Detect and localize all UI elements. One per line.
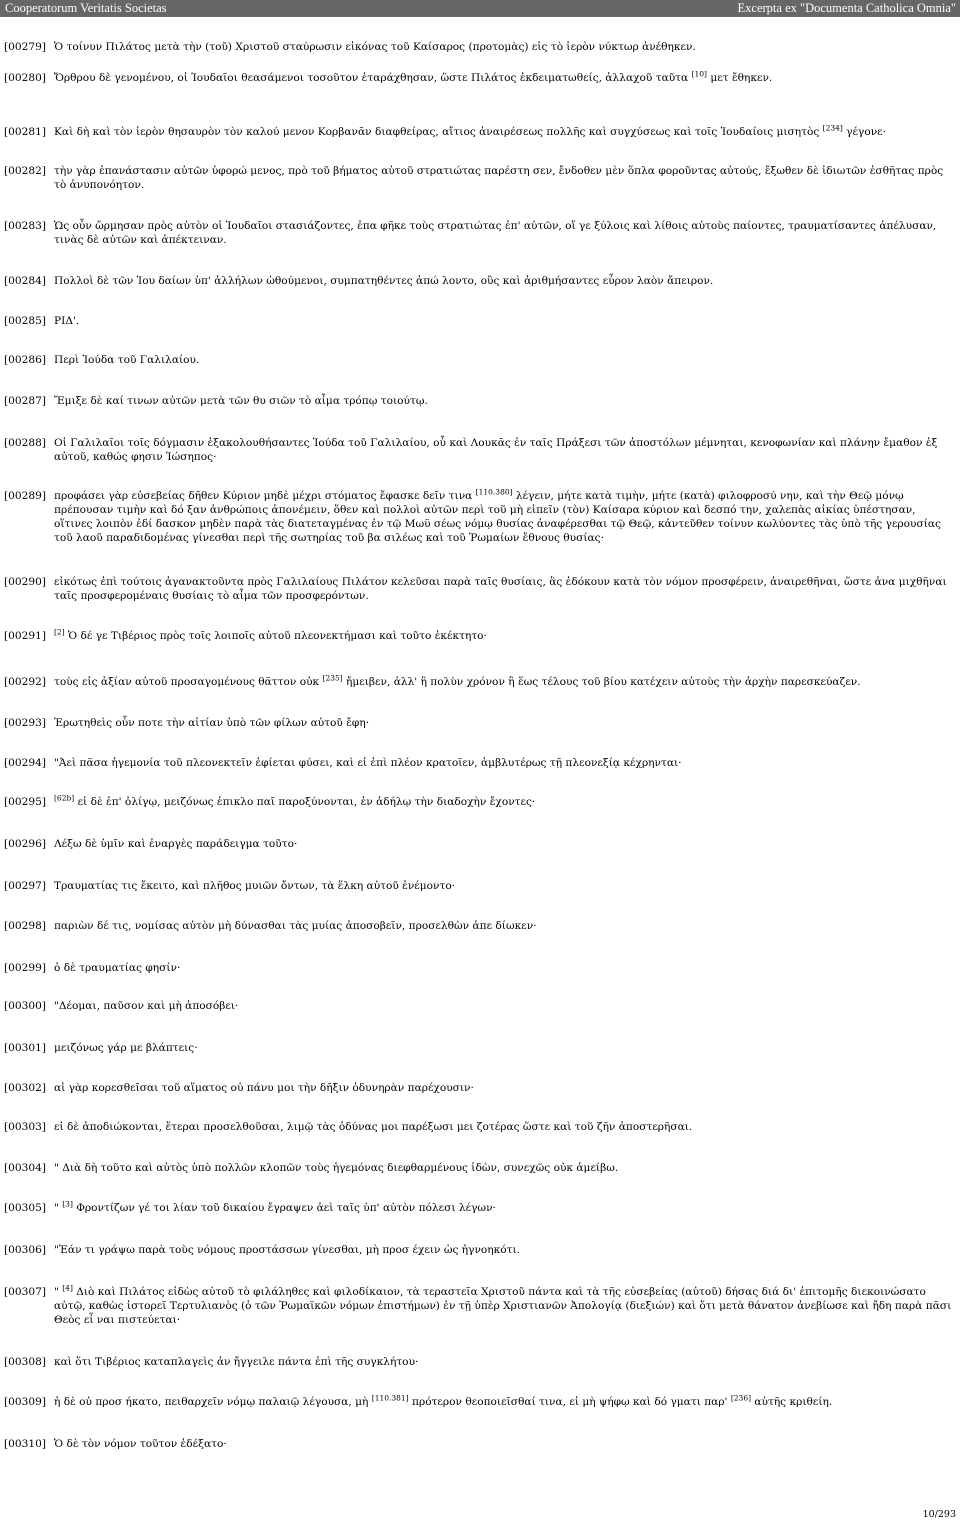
paragraph — [4, 1081, 956, 1095]
paragraph-text: Ὁ τοίνυν Πιλάτος μετὰ τὴν (τοῦ) Χριστοῦ σταύρωσιν εἰκόνας τοῦ Καίσαρος (προτομὰς) εἰς τὸ ἱερὸν νύκτωρ ἀνέθηκεν. — [54, 41, 696, 53]
paragraph — [4, 71, 956, 85]
paragraph-number: [00286] — [4, 354, 46, 366]
paragraph-number: [00294] — [4, 757, 46, 769]
paragraph — [4, 629, 956, 643]
paragraph-number: [00296] — [4, 838, 46, 850]
paragraph-number: [00309] — [4, 1396, 46, 1408]
paragraph-number: [00282] — [4, 165, 46, 177]
header-right-title: Excerpta ex "Documenta Catholica Omnia" — [737, 1, 956, 15]
paragraph — [4, 1041, 956, 1055]
paragraph — [4, 1285, 956, 1327]
paragraph-number: [00292] — [4, 676, 46, 688]
paragraph-number: [00300] — [4, 1000, 46, 1012]
paragraph-number: [00287] — [4, 395, 46, 407]
paragraph-text: "Δέομαι, παῦσον καὶ μὴ ἀποσόβει· — [54, 1000, 239, 1012]
paragraph-number: [00301] — [4, 1042, 46, 1054]
reference-marker: [3] — [62, 1199, 73, 1209]
paragraph-text: ὁ δὲ τραυματίας φησίν· — [54, 962, 181, 974]
paragraph-number: [00302] — [4, 1082, 46, 1094]
paragraph-number: [00297] — [4, 880, 46, 892]
paragraph — [4, 716, 956, 730]
paragraph-number: [00289] — [4, 490, 46, 502]
paragraph-text: λέγειν, μήτε κατὰ τιμὴν, μήτε (κατὰ) φιλοφροσύ νην, καὶ τὴν Θεῷ μόνῳ πρέπουσαν τιμὴν καὶ δό ξαν ἀνθρώποις ἀπονέμειν, ὅθεν καὶ πολλοὶ αὐτῶν περὶ τοῦ μὴ εἰπεῖν (τὸν) Καίσαρα κύριον καὶ δεσπό την, χαλεπὰς αἰκίας ὑπέστησαν, οἵτινες λοιπὸν ἐδί δασκον μηδὲν παρὰ τὰς διατεταγμένας ἐν τῷ Μωϋ σέως νόμῳ θυσίας ἀναφέρεσθαι τῷ Θεῷ, κἀντεῦθεν τοίνυν κωλύοντες τὰς ὑπὸ τῆς γερουσίας τοῦ λαοῦ παραδιδομένας γίνεσθαι περὶ τῆς σωτηρίας τοῦ βα σιλέως καὶ τοῦ Ῥωμαίων ἔθνους θυσίας· — [54, 490, 941, 544]
paragraph — [4, 274, 956, 288]
paragraph — [4, 394, 956, 408]
reference-marker: [110.380] — [475, 487, 513, 497]
paragraph-number: [00306] — [4, 1244, 46, 1256]
paragraph — [4, 436, 956, 464]
paragraph-text: καὶ ὅτι Τιβέριος καταπλαγεὶς ἀν ἤγγειλε πάντα ἐπὶ τῆς συγκλήτου· — [54, 1356, 419, 1368]
paragraph-text: ΡΙΔ'. — [54, 315, 80, 327]
paragraph-text: εἰ δὲ ἀποδιώκονται, ἕτεραι προσελθοῦσαι, λιμῷ τὰς ὀδύνας μοι παρέξωσι μει ζοτέρας ὥστε καὶ τοῦ ζῆν ἀποστερῆσαι. — [54, 1121, 693, 1133]
reference-marker: [4] — [62, 1283, 73, 1293]
paragraph-text: Φροντίζων γέ τοι λίαν τοῦ δικαίου ἔγραψεν ἀεὶ ταῖς ὑπ' αὐτὸν πόλεσι λέγων· — [72, 1202, 496, 1214]
paragraph-number: [00279] — [4, 41, 46, 53]
paragraph — [4, 756, 956, 770]
paragraph — [4, 164, 956, 192]
paragraph — [4, 1243, 956, 1257]
paragraph — [4, 961, 956, 975]
paragraph-text: Ὄρθρου δὲ γενομένου, οἱ Ἰουδαῖοι θεασάμενοι τοσοῦτον ἐταράχθησαν, ὥστε Πιλάτος ἐκδειματωθείς, ἀλλαχοῦ ταῦτα — [54, 72, 692, 84]
paragraph — [4, 125, 956, 139]
paragraph-text: "Ἀεὶ πᾶσα ἡγεμονία τοῦ πλεονεκτεῖν ἐφίεται φύσει, καὶ εἰ ἐπὶ πλέον κρατοῖεν, ἀμβλυτέρως τῇ πλεονεξίᾳ κέχρηνται· — [54, 757, 682, 769]
paragraph-text: Ἐρωτηθεὶς οὖν ποτε τὴν αἰτίαν ὑπὸ τῶν φίλων αὐτοῦ ἔφη· — [54, 717, 370, 729]
paragraph-text: αἱ γὰρ κορεσθεῖσαι τοῦ αἵματος οὐ πάνυ μοι τὴν δῆξιν ὀδυνηρὰν παρέχουσιν· — [54, 1082, 474, 1094]
paragraph — [4, 40, 956, 54]
reference-marker: [62b] — [54, 793, 75, 803]
paragraph-text: Ὡς οὖν ὥρμησαν πρὸς αὐτὸν οἱ Ἰουδαῖοι στασιάζοντες, ἐπα φῆκε τοὺς στρατιώτας ἐπ' αὐτῶν, οἵ γε ξύλοις καὶ λίθοις αὐτοὺς παίοντες, τραυματίσαντες ἀπέλυσαν, τινὰς δὲ αὐτῶν καὶ ἀπέκτειναν. — [54, 220, 937, 246]
paragraph — [4, 353, 956, 367]
paragraph-text: ἤμειβεν, ἀλλ' ἢ πολὺν χρόνον ἢ ἕως τέλους τοῦ βίου κατέχειν αὐτοὺς τὴν ἀρχὴν παρεσκεύαζεν. — [342, 676, 861, 688]
paragraph-text: πρότερον θεοποιεῖσθαί τινα, εἰ μὴ ψήφῳ καὶ δό γματι παρ' — [408, 1396, 731, 1408]
paragraph-text: προφάσει γὰρ εὐσεβείας δῆθεν Κύριον μηδὲ μέχρι στόματος ἔφασκε δεῖν τινα — [54, 490, 476, 502]
paragraph-text: " — [54, 1286, 63, 1298]
reference-marker: [234] — [822, 123, 843, 133]
paragraph — [4, 314, 956, 328]
paragraph-number: [00290] — [4, 576, 46, 588]
reference-marker: [110.381] — [371, 1393, 409, 1403]
paragraph-text: Διὸ καὶ Πιλάτος εἰδὼς αὐτοῦ τὸ φιλάληθες καὶ φιλοδίκαιον, τὰ τεραστεῖα Χριστοῦ πάντα καὶ τὰ τῆς εὐσεβείας (αὐτοῦ) δήσας διά δι' ἐπιτομῆς διεκοινώσατο αὐτῷ, καθὼς ἱστορεῖ Τερτυλιανὸς (ὁ τῶν Ῥωμαϊκῶν νόμων ἐπιστήμων) ἐν τῇ ὑπὲρ Χριστιανῶν Ἀπολογίᾳ (διεξιών) καὶ ὅτι μετὰ θάνατον ἀνεβίωσε καὶ ἤδη παρὰ πᾶσι Θεὸς εἶ ναι πιστεύεται· — [54, 1286, 952, 1326]
paragraph-text: εἰ δὲ ἐπ' ὀλίγῳ, μειζόνως ἐπικλο παῖ παροξύνονται, ἐν ἀδήλῳ τὴν διαδοχὴν ἔχοντες· — [74, 796, 536, 808]
paragraph — [4, 879, 956, 893]
paragraph-number: [00303] — [4, 1121, 46, 1133]
paragraph — [4, 1161, 956, 1175]
paragraph-text: Ἔμιξε δὲ καί τινων αὐτῶν μετὰ τῶν θυ σιῶν τὸ αἷμα τρόπῳ τοιούτῳ. — [54, 395, 428, 407]
paragraph — [4, 919, 956, 933]
paragraph-text: αὐτῆς κριθείη. — [751, 1396, 833, 1408]
paragraph — [4, 675, 956, 689]
page-header — [0, 0, 960, 17]
paragraph-number: [00280] — [4, 72, 46, 84]
paragraph-text: Πολλοὶ δὲ τῶν Ἰου δαίων ὑπ' ἀλλήλων ὠθούμενοι, συμπατηθέντες ἀπώ λοντο, οὓς καὶ ἀριθμήσαντες εὗρον λαὸν ἄπειρον. — [54, 275, 714, 287]
paragraph-number: [00307] — [4, 1286, 46, 1298]
paragraph-number: [00291] — [4, 630, 46, 642]
paragraph-text: Καὶ δὴ καὶ τὸν ἱερὸν θησαυρὸν τὸν καλού μενον Κορβανᾶν διαφθείρας, αἴτιος ἀναιρέσεως πολλῆς καὶ συγχύσεως καὶ τοῖς Ἰουδαίοις μισητὸς — [54, 126, 823, 138]
paragraph-text: " — [54, 1202, 63, 1214]
paragraph-text: Περὶ Ἰούδα τοῦ Γαλιλαίου. — [54, 354, 200, 366]
paragraph-number: [00281] — [4, 126, 46, 138]
paragraph-number: [00298] — [4, 920, 46, 932]
paragraph — [4, 795, 956, 809]
paragraph-text: μετ ἔθηκεν. — [706, 72, 773, 84]
paragraph-text: μειζόνως γάρ με βλάπτεις· — [54, 1042, 198, 1054]
paragraph-number: [00310] — [4, 1438, 46, 1450]
paragraph-text: ἡ δὲ οὐ προσ ήκατο, πειθαρχεῖν νόμῳ παλαιῷ λέγουσα, μὴ — [54, 1396, 372, 1408]
paragraph — [4, 219, 956, 247]
paragraph-number: [00304] — [4, 1162, 46, 1174]
reference-marker: [2] — [54, 627, 65, 637]
paragraph-text: εἰκότως ἐπὶ τούτοις ἀγανακτοῦντα πρὸς Γαλιλαίους Πιλάτον κελεῦσαι παρὰ ταῖς θυσίαις, ἃς ἐδόκουν κατὰ τὸν νόμον προσφέρειν, ἀναιρεθῆναι, ὥστε ἀνα μιχθῆναι ταῖς προσφερομέναις θυσίαις τὸ αἷμα τῶν προσφερόντων. — [54, 576, 947, 602]
reference-marker: [235] — [322, 673, 343, 683]
paragraph-text: Οἱ Γαλιλαῖοι τοῖς δόγμασιν ἐξακολουθήσαντες Ἰούδα τοῦ Γαλιλαίου, οὗ καὶ Λουκᾶς ἐν ταῖς Πράξεσι τῶν ἀποστόλων μέμνηται, κενοφωνίαν καὶ πλάνην ἔμαθον ἐξ αὐτοῦ, καθώς φησιν Ἰώσηπος· — [54, 437, 938, 463]
paragraph-number: [00283] — [4, 220, 46, 232]
reference-marker: [10] — [691, 69, 707, 79]
paragraph-text: τοὺς εἰς ἀξίαν αὐτοῦ προσαγομένους θᾶττον οὐκ — [54, 676, 323, 688]
paragraph-text: Λέξω δὲ ὑμῖν καὶ ἐναργὲς παράδειγμα τοῦτο· — [54, 838, 298, 850]
paragraph-number: [00284] — [4, 275, 46, 287]
paragraph-number: [00285] — [4, 315, 46, 327]
paragraph-text: παριὼν δέ τις, νομίσας αὐτὸν μὴ δύνασθαι τὰς μυίας ἀποσοβεῖν, προσελθὼν ἀπε δίωκεν· — [54, 920, 537, 932]
paragraph-number: [00293] — [4, 717, 46, 729]
paragraph — [4, 1120, 956, 1134]
paragraph-text: " Διὰ δὴ τοῦτο καὶ αὐτὸς ὑπὸ πολλῶν κλοπῶν τοὺς ἡγεμόνας διεφθαρμένους ἰδὼν, συνεχῶς οὐκ ἀμείβω. — [54, 1162, 619, 1174]
paragraph — [4, 489, 956, 545]
paragraph — [4, 575, 956, 603]
paragraph — [4, 1437, 956, 1451]
paragraph-text: τὴν γὰρ ἐπανάστασιν αὐτῶν ὑφορώ μενος, πρὸ τοῦ βήματος αὐτοῦ στρατιώτας παρέστη σεν, ἔνδοθεν μὲν ὅπλα φοροῦντας αὐτούς, ἔξωθεν δὲ ἰδιωτῶν ἐσθῆτας πρὸς τὸ ἀνυπονόητον. — [54, 165, 944, 191]
paragraph — [4, 999, 956, 1013]
paragraph-number: [00288] — [4, 437, 46, 449]
paragraph-text: γέγονε· — [842, 126, 887, 138]
paragraph-text: Ὁ δέ γε Τιβέριος πρὸς τοῖς λοιποῖς αὐτοῦ πλεονεκτήμασι καὶ τοῦτο ἐκέκτητο· — [64, 630, 487, 642]
paragraph-number: [00308] — [4, 1356, 46, 1368]
paragraph-number: [00299] — [4, 962, 46, 974]
paragraph-text: Τραυματίας τις ἔκειτο, καὶ πλῆθος μυιῶν ὄντων, τὰ ἕλκη αὐτοῦ ἐνέμοντο· — [54, 880, 456, 892]
header-left-title: Cooperatorum Veritatis Societas — [5, 1, 167, 15]
paragraph-number: [00305] — [4, 1202, 46, 1214]
paragraph — [4, 1395, 956, 1409]
paragraph-number: [00295] — [4, 796, 46, 808]
paragraph — [4, 1355, 956, 1369]
page-number: 10/293 — [922, 1509, 956, 1520]
paragraph — [4, 837, 956, 851]
paragraph-text: Ὁ δὲ τὸν νόμον τοῦτον ἐδέξατο· — [54, 1438, 227, 1450]
reference-marker: [236] — [730, 1393, 752, 1403]
paragraph-text: "Ἐάν τι γράψω παρὰ τοὺς νόμους προστάσσων γίνεσθαι, μὴ προσ έχειν ὡς ἠγνοηκότι. — [54, 1244, 521, 1256]
paragraph — [4, 1201, 956, 1215]
